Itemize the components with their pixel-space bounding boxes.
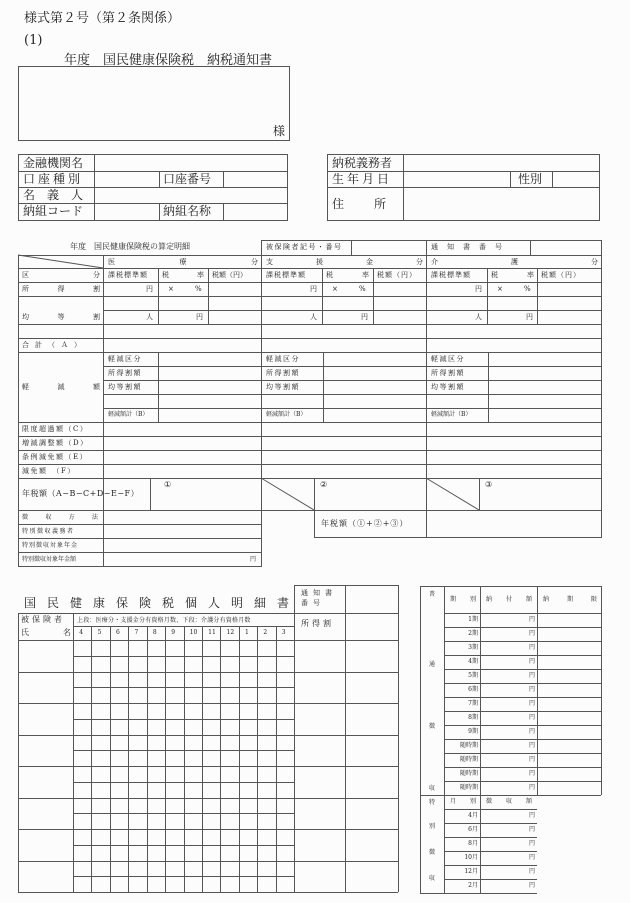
months-caption: 上段：医療分・支援金分有資格月数、下段：介護分有資格月数 [77,617,251,624]
special-obligor-label: 特別徴収義務者 [22,528,75,535]
equal-base-unit-2: 人 [310,313,317,321]
person-row[interactable] [18,829,398,861]
taxpayer-info-table [327,154,600,221]
income-base-unit-1: 円 [146,285,153,293]
exemption-label: 減免額 （F） [22,467,76,475]
col-rate-1: 税 率 [162,271,204,279]
reduction-total-b-label-1: 軽減額計（B） [108,411,149,418]
section3-diagonal [426,478,479,510]
due-date-header: 納 期 限 [543,596,597,603]
ordinance-exemption-label: 条例減免額（E） [22,453,89,461]
month-col-header: 11 [208,629,216,636]
section-support-label: 支 援 金 分 [266,258,423,266]
income-split-col-label: 所得割 [301,619,334,628]
yen-unit: 円 [529,616,536,623]
circled-3: ③ [485,480,493,489]
equal-rate-unit-2: 円 [361,313,368,321]
notice-number-label: 通知書番号 [431,243,511,251]
special-label-2: 別 [429,823,436,830]
month-col-header: 8 [152,629,157,636]
account-number-field[interactable] [224,172,287,187]
period-label: 2期 [468,630,478,637]
period-label: 随時期 [459,742,478,749]
collection-amount-header: 徴 収 額 [486,798,532,805]
month-label: 8月 [468,840,478,847]
yen-unit: 円 [529,728,536,735]
month-col-header: 6 [116,629,120,636]
month-label: 4月 [468,812,478,819]
month-col-header: 9 [171,629,176,636]
yen-unit: 円 [529,644,536,651]
yen-unit: 円 [529,882,536,889]
month-col-header: 1 [244,629,249,636]
yen-unit: 円 [529,840,536,847]
special-month-row[interactable] [444,865,537,879]
period-row[interactable] [444,739,601,753]
month-label: 12月 [464,868,478,875]
individual-notice-field[interactable] [346,586,398,613]
reduction-label: 軽 減 額 [22,383,100,391]
section-medical-label: 医 療 分 [108,258,258,266]
normal-label-1: 普 [429,591,436,598]
period-header: 期 別 [450,596,476,603]
period-row[interactable] [444,627,601,641]
yen-unit: 円 [529,630,536,637]
month-col-header: 7 [134,629,139,636]
person-row[interactable] [18,798,398,830]
normal-label-4: 収 [429,785,436,792]
income-base-unit-2: 円 [310,285,317,293]
person-row[interactable] [18,861,398,893]
yen-unit: 円 [529,756,536,763]
section-care-label: 介 護 分 [431,258,598,266]
person-row[interactable] [18,735,398,767]
reduction-equal-label-2: 均等割額 [266,383,300,391]
equal-base-unit-1: 人 [146,313,153,321]
col-rate-3: 税 率 [491,271,534,279]
reduction-income-label-2: 所得割額 [266,369,300,377]
normal-label-2: 通 [429,661,436,668]
period-label: 随時期 [459,784,478,791]
period-label: 随時期 [459,770,478,777]
pension-yen-unit: 円 [250,556,257,563]
special-label-1: 特 [429,799,436,806]
period-label: 7期 [468,700,478,707]
schedule-table [420,586,601,893]
annual-total-label: 年税額（①+②+③） [321,519,409,528]
reduction-type-label-3: 軽減区分 [431,355,465,363]
notice-number-field[interactable] [531,241,601,255]
individual-table [18,585,398,892]
group-name-field[interactable] [224,204,287,220]
times-sign-3: × [497,285,503,293]
bank-info-table [18,154,288,221]
percent-sign-3: % [524,285,531,293]
month-col-header: 12 [226,629,235,636]
col-tax-2: 税額（円） [377,271,417,279]
form-sub-number: (1) [24,33,43,48]
special-pension-amount-label: 特別徴収対象年金額 [22,556,77,563]
period-label: 5期 [468,672,478,679]
col-tax-3: 税額（円） [541,271,581,279]
income-split-label: 所 得 割 [22,285,100,293]
period-label: 随時期 [459,756,478,763]
account-type-field[interactable] [95,172,158,187]
kubun-label: 区 分 [22,271,100,279]
annual-tax-label: 年税額（A−B−C+D−E−F） [22,489,140,498]
form-number: 様式第２号（第２条関係） [24,11,181,26]
payment-amount-header: 納 付 額 [486,596,532,603]
times-sign-1: × [168,285,174,293]
insured-label-2: 氏 名 [21,628,71,637]
month-col-header: 3 [281,629,286,636]
period-label: 6期 [468,686,478,693]
period-label: 9期 [468,728,478,735]
special-month-row[interactable] [444,823,537,837]
period-row[interactable] [444,697,601,711]
addressee-box[interactable] [18,66,290,141]
individual-notice-label: 通知書番号 [301,589,337,607]
special-label-4: 収 [429,875,436,882]
period-row[interactable] [444,781,601,795]
month-label: 2月 [468,882,478,889]
yen-unit: 円 [529,672,536,679]
taxpayer-field[interactable] [404,155,599,171]
period-label: 8期 [468,714,478,721]
special-month-row[interactable] [444,879,537,893]
yen-unit: 円 [529,686,536,693]
calc-table [18,240,601,567]
bank-name-field[interactable] [95,155,287,171]
period-row[interactable] [444,753,601,767]
group-code-field[interactable] [95,204,158,220]
person-row[interactable] [18,672,398,704]
insured-number-field[interactable] [352,241,425,255]
period-row[interactable] [444,655,601,669]
bank-name-label: 金融機関名 [23,156,84,170]
total-a-label: 合計（Ａ） [22,341,87,349]
reduction-income-label-3: 所得割額 [431,369,465,377]
period-row[interactable] [444,613,601,627]
account-type-label: 口座種別 [23,172,84,186]
collection-method-label: 徴 収 方 法 [22,514,98,521]
month-label: 10月 [464,854,478,861]
period-label: 1期 [468,616,478,623]
yen-unit: 円 [529,812,536,819]
equal-base-unit-3: 人 [475,313,482,321]
yen-unit: 円 [529,868,536,875]
month-col-header: 4 [79,629,84,636]
gender-field[interactable] [553,172,599,187]
month-col-header: 5 [97,629,102,636]
period-label: 4期 [468,658,478,665]
header-diagonal [18,255,103,268]
address-label: 住所 [332,197,417,211]
circled-1: ① [164,480,172,489]
insured-number-label: 被保険者記号・番号 [266,243,343,251]
yen-unit: 円 [529,658,536,665]
month-col-header: 10 [189,629,198,636]
col-base-amount-3: 課税標準額 [431,271,471,279]
yen-unit: 円 [529,826,536,833]
person-row[interactable] [18,640,398,672]
special-month-rows [444,809,537,893]
person-rows [18,640,398,892]
period-label: 3期 [468,644,478,651]
adjustment-label: 増減調整額（D） [22,439,89,447]
col-rate-2: 税 率 [326,271,369,279]
reduction-type-label-1: 軽減区分 [108,355,142,363]
period-row[interactable] [444,669,601,683]
period-row[interactable] [444,711,601,725]
yen-unit: 円 [529,784,536,791]
reduction-equal-label-3: 均等割額 [431,383,465,391]
circled-2: ② [320,480,328,489]
yen-unit: 円 [529,742,536,749]
yen-unit: 円 [529,854,536,861]
reduction-income-label-1: 所得割額 [108,369,142,377]
address-field[interactable] [404,188,599,220]
period-row[interactable] [444,725,601,739]
calc-title: 年度 国民健康保険税の算定明細 [70,242,190,251]
individual-title: 国民健康保険税個人明細書 [24,596,301,610]
birthdate-label: 生年月日 [332,172,393,186]
special-month-row[interactable] [444,837,537,851]
holder-name-field[interactable] [95,188,287,203]
document-title: 年度 国民健康保険税 納税通知書 [64,53,273,68]
month-header: 月 別 [450,798,476,805]
month-col-header: 2 [263,629,268,636]
percent-sign-2: % [359,285,366,293]
person-row[interactable] [18,703,398,735]
yen-unit: 円 [529,700,536,707]
taxpayer-label: 納税義務者 [332,156,393,170]
col-tax-1: 税額（円） [212,271,247,279]
addressee-suffix: 様 [272,124,285,138]
reduction-type-label-2: 軽減区分 [266,355,300,363]
special-label-3: 徴 [429,849,436,856]
col-base-amount-2: 課税標準額 [266,271,306,279]
person-row[interactable] [18,766,398,798]
special-month-row[interactable] [444,851,537,865]
group-name-label: 納組名称 [163,204,212,218]
month-label: 6月 [468,826,478,833]
account-number-label: 口座番号 [163,172,212,186]
income-base-unit-3: 円 [475,285,482,293]
period-row[interactable] [444,767,601,781]
equal-split-label: 均 等 割 [22,313,100,321]
birthdate-field[interactable] [404,172,509,187]
gender-label: 性別 [518,172,543,186]
reduction-total-b-label-2: 軽減額計（B） [266,411,307,418]
normal-label-3: 徴 [429,723,436,730]
reduction-equal-label-1: 均等割額 [108,383,142,391]
special-month-row[interactable] [444,809,537,823]
period-row[interactable] [444,641,601,655]
holder-name-label: 名義人 [23,188,96,202]
special-pension-label: 特別徴収対象年金 [22,542,79,549]
reduction-total-b-label-3: 軽減額計（B） [431,411,472,418]
period-row[interactable] [444,683,601,697]
limit-excess-label: 限度超過額（C） [22,425,89,433]
insured-label-1: 被保険者 [21,615,65,624]
section2-diagonal [261,478,314,510]
equal-rate-unit-3: 円 [526,313,533,321]
yen-unit: 円 [529,714,536,721]
percent-sign-1: % [195,285,202,293]
col-base-amount-1: 課税標準額 [108,271,148,279]
period-rows [444,613,601,795]
yen-unit: 円 [529,770,536,777]
equal-rate-unit-1: 円 [196,313,203,321]
times-sign-2: × [332,285,338,293]
group-code-label: 納組コード [23,204,84,218]
